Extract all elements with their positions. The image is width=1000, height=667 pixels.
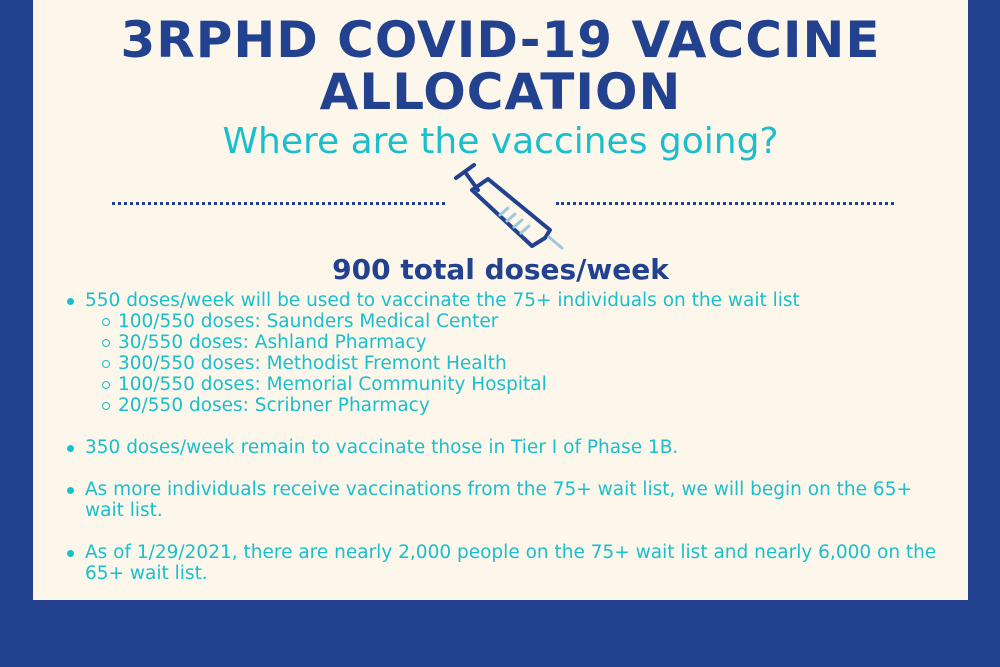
total-doses-heading: 900 total doses/week (332, 253, 669, 286)
dotted-divider-left (112, 202, 445, 205)
bullet-item: As of 1/29/2021, there are nearly 2,000 people on the 75+ wait list and nearly 6,000 on the 65+ wait list. (65, 542, 955, 584)
allocation-list (65, 290, 955, 584)
poster-subtitle: Where are the vaccines going? (222, 121, 779, 162)
bullet-item: As more individuals receive vaccinations from the 75+ wait list, we will begin on the 65+ wait list. (65, 479, 955, 521)
title-line-2: ALLOCATION (319, 63, 682, 121)
poster-card (33, 0, 968, 600)
bullet-item: 550 doses/week will be used to vaccinate the 75+ individuals on the wait list (65, 290, 955, 311)
sub-bullet-item: 100/550 doses: Memorial Community Hospital (65, 374, 955, 395)
sub-bullet-item: 20/550 doses: Scribner Pharmacy (65, 395, 955, 416)
dotted-divider-right (556, 202, 894, 205)
sub-bullet-item: 30/550 doses: Ashland Pharmacy (65, 332, 955, 353)
bullet-item: 350 doses/week remain to vaccinate those in Tier I of Phase 1B. (65, 437, 955, 458)
poster-title (33, 11, 968, 121)
sub-bullet-item: 100/550 doses: Saunders Medical Center (65, 311, 955, 332)
syringe-icon (448, 160, 568, 255)
sub-bullet-item: 300/550 doses: Methodist Fremont Health (65, 353, 955, 374)
title-line-1: 3RPHD COVID-19 VACCINE (120, 11, 881, 69)
